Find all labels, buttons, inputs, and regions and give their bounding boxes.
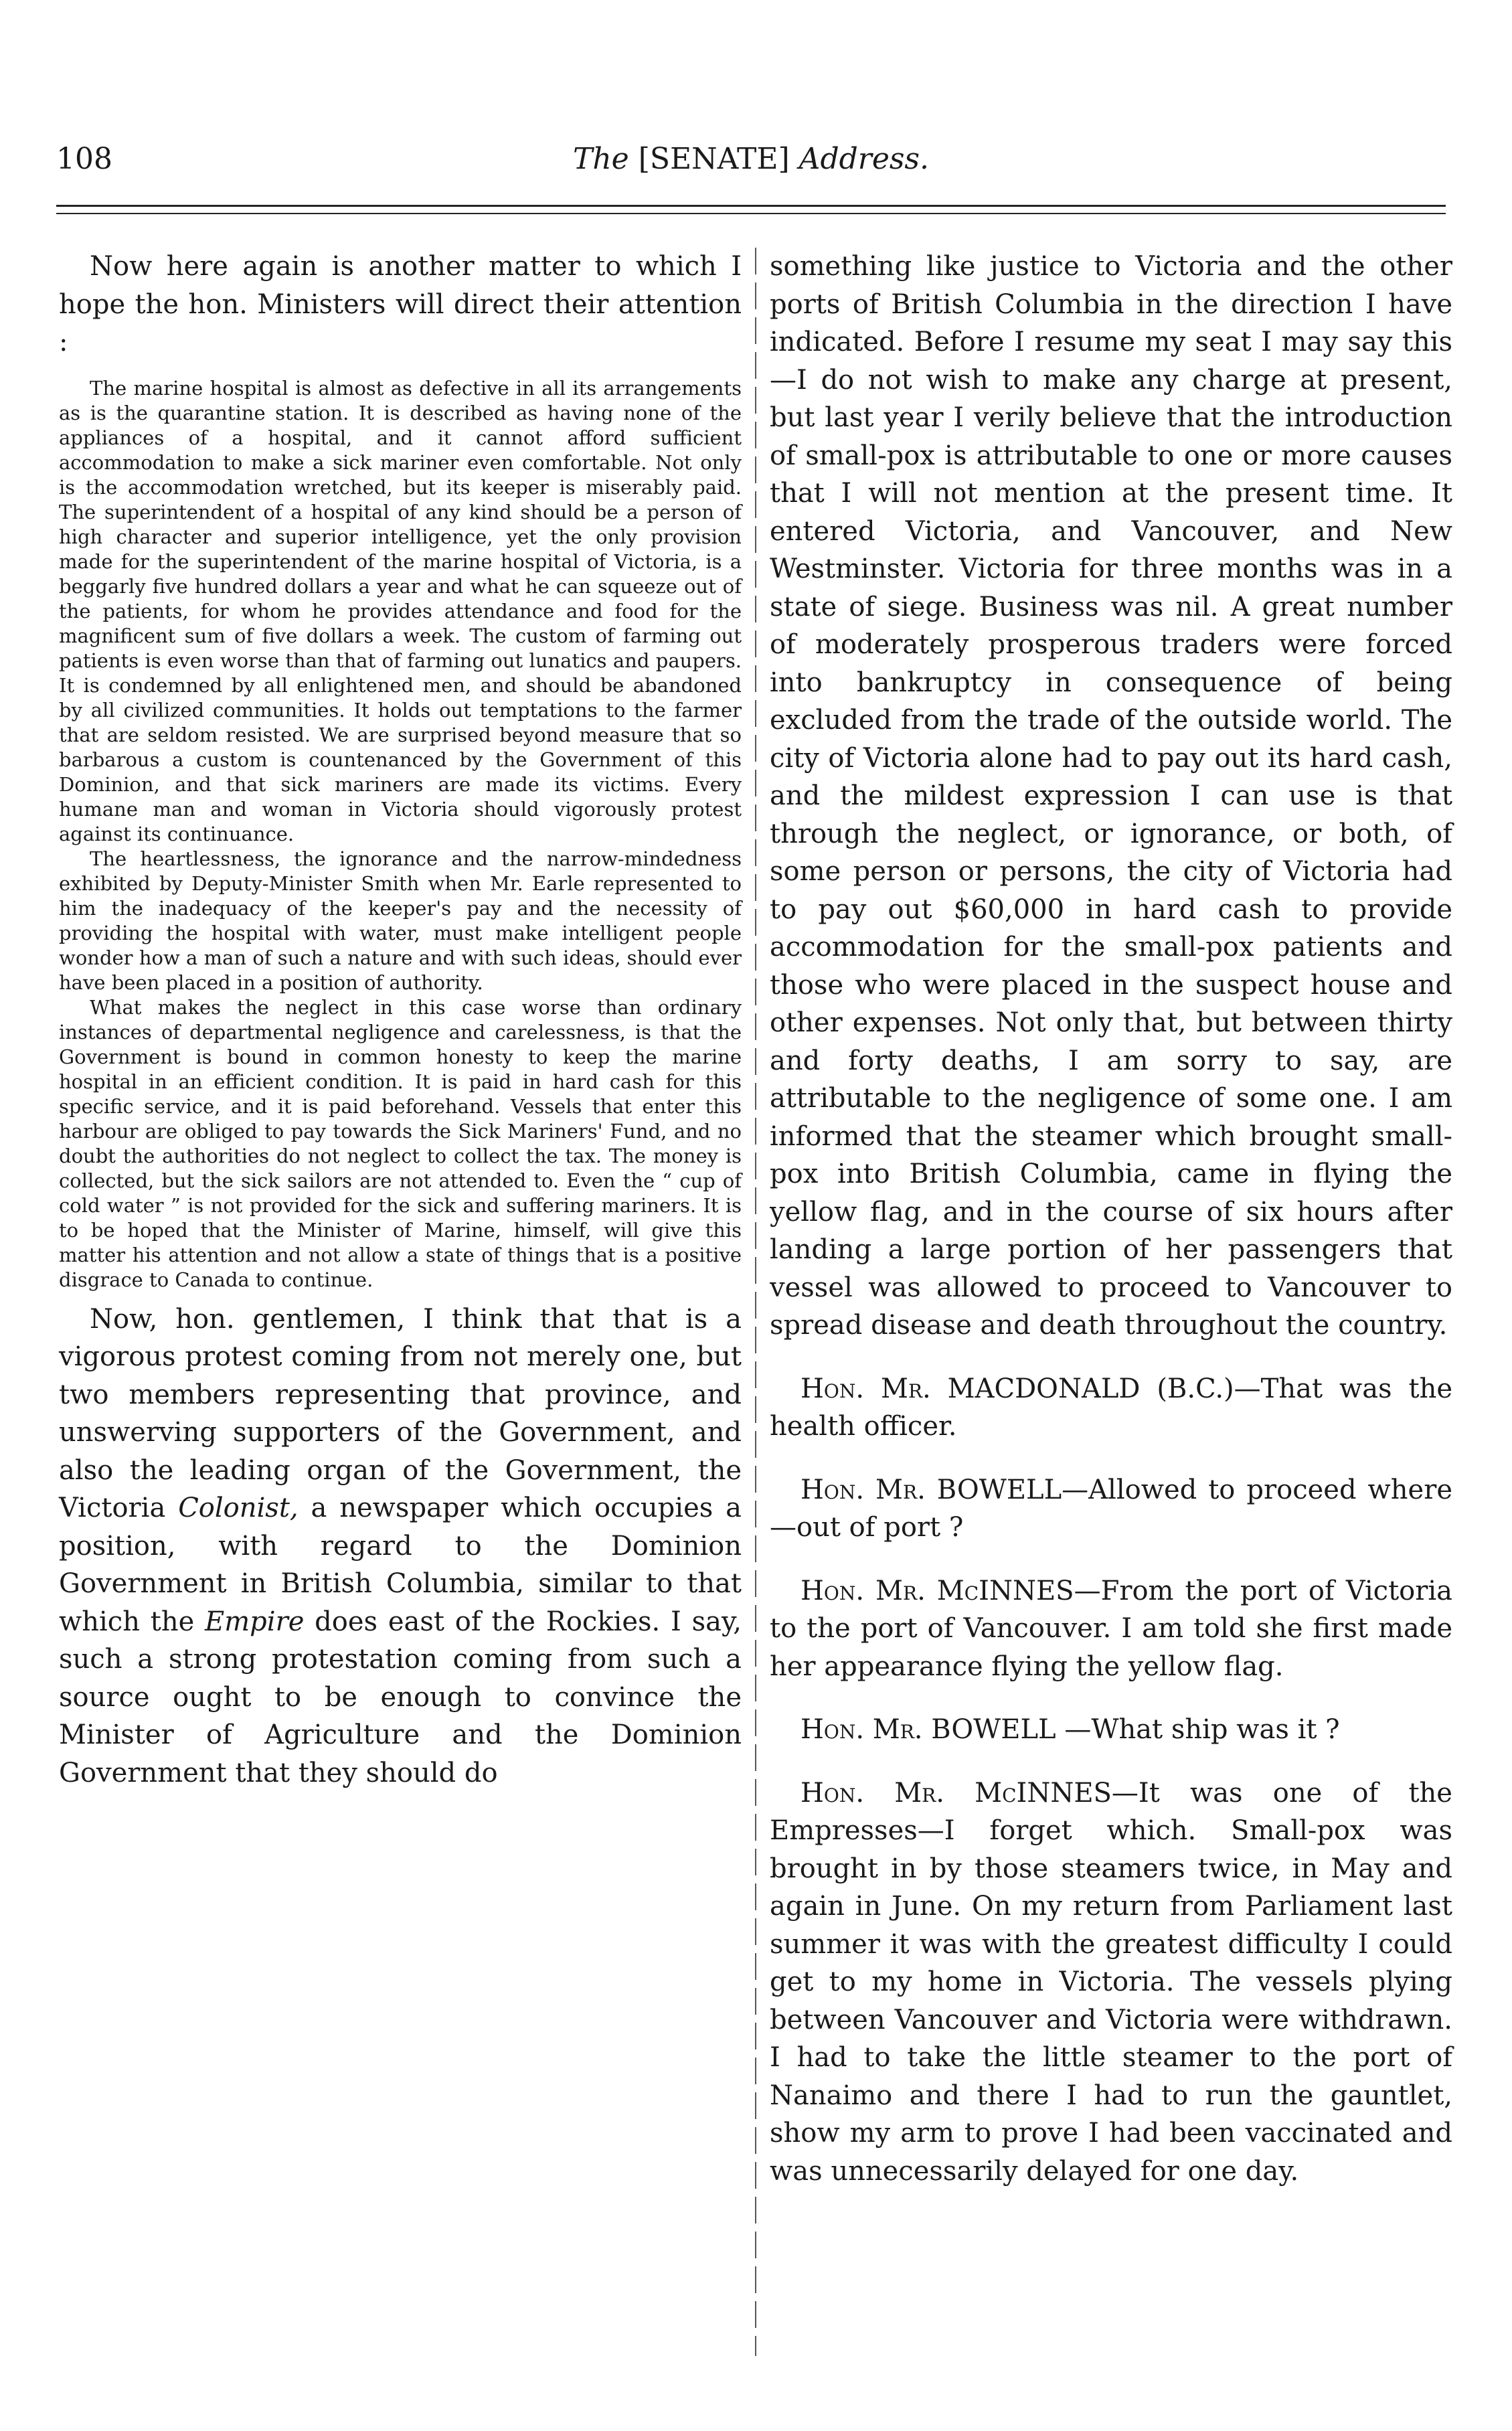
speech-text: —Allowed to proceed where—out of port ? <box>770 1474 1453 1543</box>
intro-paragraph: Now here again is another matter to which I hope the hon. Ministers will direct their attention : <box>59 251 742 357</box>
quoted-paragraph: What makes the neglect in this case worse than ordinary instances of departmental negligence and carelessness, is that the Government is bound in common honesty to keep the marine hospital in an efficient condition. It is paid in hard cash for this specific service, and it is paid beforehand. Vessels that enter this harbour are obliged to pay towards the Sick Mariners' Fund, and no doubt the authorities do not neglect to collect the tax. The money is collected, but the sick sailors are not attended to. Even the “ cup of cold water ” is not provided for the sick and suffering mariners. It is to be hoped that the Minister of Marine, himself, will give this matter his attention and not allow a state of things that is a positive disgrace to Canada to continue. <box>59 995 742 1291</box>
title-prefix: The <box>573 142 629 176</box>
newspaper-name: Empire <box>205 1606 305 1637</box>
exchange-paragraph <box>770 1774 1452 2191</box>
speech-text: —It was one of the Empresses—I forget which. Small-pox was brought in by those steamers twice, in May and again in June. On my return from Parliament last summer it was with the greatest difficulty I could get to my home in Victoria. The vessels plying between Vancouver and Victoria were withdrawn. I had to take the little steamer to the port of Nanaimo and there I had to run the gauntlet, show my arm to prove I had been vaccinated and was unnecessarily delayed for one day. <box>770 1777 1452 2187</box>
speech-text: —That was the health officer. <box>770 1373 1453 1442</box>
column-divider <box>755 248 756 2356</box>
title-suffix: Address. <box>799 142 929 176</box>
running-title <box>56 142 1446 176</box>
speech-text: —What ship was it ? <box>1056 1714 1340 1745</box>
header-rule <box>56 205 1446 207</box>
title-chamber: [SENATE] <box>638 142 790 176</box>
speech-text: Now, hon. gentlemen, I think that that is a vigorous protest coming from not merely one, but two members representing that province, and unswerving supporters of the Government, and also the leading organ of the Government, the Victoria <box>59 1303 742 1523</box>
exchange-paragraph <box>770 1370 1452 1446</box>
quoted-paragraph: The heartlessness, the ignorance and the narrow-mindedness exhibited by Deputy-Minister Smith when Mr. Earle represented to him the inadequacy of the keeper's pay and the necessity of providing the hospital with water, must make intelligent people wonder how a man of such a nature and with such ideas, should ever have been placed in a position of authority. <box>59 847 742 994</box>
speaker-name: Hon. Mr. BOWELL <box>801 1714 1056 1745</box>
quoted-paragraph: The marine hospital is almost as defective in all its arrangements as is the quarantine station. It is described as having none of the appliances of a hospital, and it cannot afford sufficient accommodation to make a sick mariner even comfortable. Not only is the accommodation wretched, but its keeper is miserably paid. The superintendent of a hospital of any kind should be a person of high character and superior intelligence, yet the only provision made for the superintendent of the marine hospital of Victoria, is a beggarly five hundred dollars a year and what he can squeeze out of the patients, for whom he provides attendance and food for the magnificent sum of five dollars a week. The custom of farming out patients is even worse than that of farming out lunatics and paupers. It is condemned by all enlightened men, and should be abandoned by all civilized communities. It holds out temptations to the farmer that are seldom resisted. We are surprised beyond measure that so barbarous a custom is countenanced by the Government of this Dominion, and that sick mariners are made its victims. Every humane man and woman in Victoria should vigorously protest against its continuance. <box>59 376 742 845</box>
speech-paragraph <box>59 1301 742 1792</box>
right-column <box>770 248 1452 2190</box>
exchange-paragraph <box>770 1471 1452 1547</box>
speaker-name: Hon. Mr. BOWELL <box>801 1474 1062 1505</box>
speech-text: —From the port of Victoria to the port of Vancouver. I am told she first made her appearance flying the yellow flag. <box>770 1575 1452 1682</box>
header-rule-thin <box>56 213 1446 214</box>
newspaper-name: Colonist, <box>178 1493 299 1523</box>
running-header <box>56 142 1446 189</box>
speaker-name: Hon. Mr. MACDONALD (B.C.) <box>801 1373 1234 1404</box>
exchange-paragraph <box>770 1711 1452 1749</box>
page-number: 108 <box>56 142 112 176</box>
speaker-name: Hon. Mr. McINNES <box>801 1575 1074 1606</box>
exchange-paragraph <box>770 1572 1452 1686</box>
left-column <box>59 248 742 1792</box>
speech-text: does east of the Rockies. I say, such a strong protestation coming from such a source ought to be enough to convince the Minister of Agriculture and the Dominion Government that they should do <box>59 1606 742 1788</box>
continued-paragraph: something like justice to Victoria and the other ports of British Columbia in the direction I have indicated. Before I resume my seat I may say this—I do not wish to make any charge at present, but last year I verily believe that the introduction of small-pox is attributable to one or more causes that I will not mention at the present time. It entered Victoria, and Vancouver, and New Westminster. Victoria for three months was in a state of siege. Business was nil. A great number of moderately prosperous traders were forced into bankruptcy in consequence of being excluded from the trade of the outside world. The city of Victoria alone had to pay out its hard cash, and the mildest expression I can use is that through the neglect, or ignorance, or both, of some person or persons, the city of Victoria had to pay out $60,000 in hard cash to provide accommodation for the small-pox patients and those who were placed in the suspect house and other expenses. Not only that, but between thirty and forty deaths, I am sorry to say, are attributable to the negligence of some one. I am informed that the steamer which brought small-pox into British Columbia, came in flying the yellow flag, and in the course of six hours after landing a large portion of her passengers that vessel was allowed to proceed to Vancouver to spread disease and death throughout the country. <box>770 251 1452 1341</box>
speech-text: a newspaper which occupies a position, with regard to the Dominion Government in British Columbia, similar to that which the <box>59 1493 742 1637</box>
speaker-name: Hon. Mr. McINNES <box>801 1777 1112 1809</box>
